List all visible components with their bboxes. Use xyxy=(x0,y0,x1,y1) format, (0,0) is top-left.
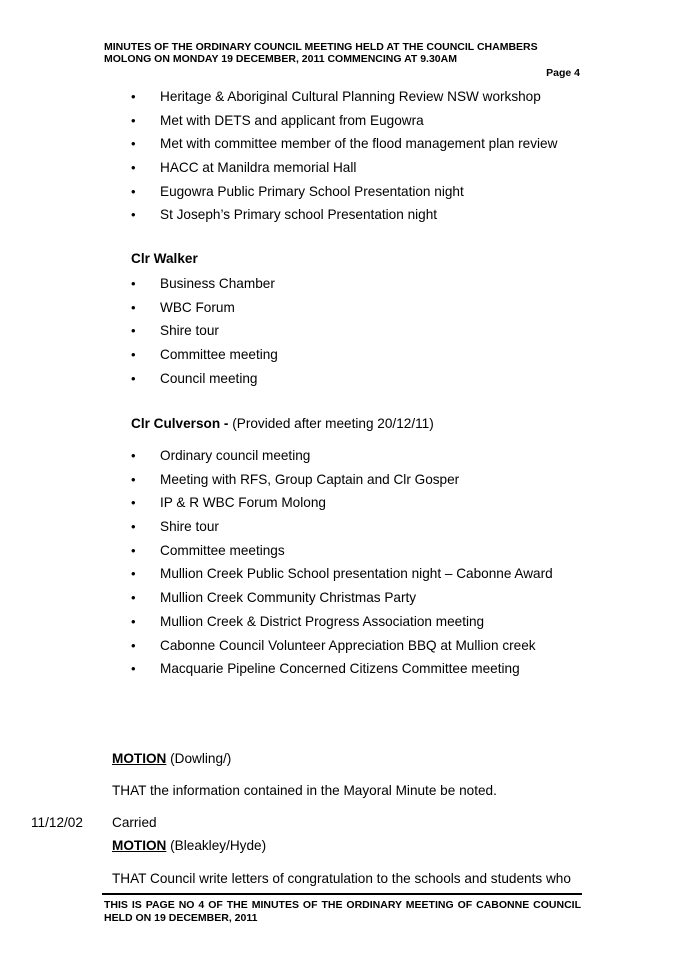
list-item-text: Mullion Creek Community Christmas Party xyxy=(160,590,417,606)
page-header xyxy=(104,41,582,65)
bullet-icon: • xyxy=(131,347,136,363)
header-title-line-2: MOLONG ON MONDAY 19 DECEMBER, 2011 COMMENCING AT 9.30AM xyxy=(104,53,457,65)
list-item-text: Meeting with RFS, Group Captain and Clr Gosper xyxy=(160,471,460,487)
list-item-text: Mullion Creek & District Progress Association meeting xyxy=(160,613,485,629)
header-title-line-1: MINUTES OF THE ORDINARY COUNCIL MEETING HELD AT THE COUNCIL CHAMBERS xyxy=(104,41,538,53)
bullet-icon: • xyxy=(131,637,136,653)
list-item-text: IP & R WBC Forum Molong xyxy=(160,495,326,511)
motion-2-movers: (Bleakley/Hyde) xyxy=(166,838,267,853)
list-item-text: Eugowra Public Primary School Presentation night xyxy=(160,183,464,199)
list-item-text: Heritage & Aboriginal Cultural Planning Review NSW workshop xyxy=(160,89,541,104)
motion-1-movers: (Dowling/) xyxy=(166,751,232,766)
motion-1-text: THAT the information contained in the Mayoral Minute be noted. xyxy=(112,783,497,798)
bullet-icon: • xyxy=(131,136,136,152)
list-item-text: Met with DETS and applicant from Eugowra xyxy=(160,112,424,128)
list-item-text: Shire tour xyxy=(160,519,219,535)
resolution-number: 11/12/02 xyxy=(31,815,83,830)
motion-1-heading xyxy=(112,751,231,766)
list-item-text: Met with committee member of the flood management plan review xyxy=(160,136,558,152)
motion-2-heading xyxy=(112,838,266,853)
clr-culverson-name: Clr Culverson - xyxy=(131,416,229,431)
bullet-icon: • xyxy=(131,448,136,463)
list-item-text: Council meeting xyxy=(160,370,258,386)
clr-culverson-note: (Provided after meeting 20/12/11) xyxy=(228,416,434,431)
bullet-icon: • xyxy=(131,370,136,386)
list-item-text: WBC Forum xyxy=(160,299,235,315)
list-item-text: St Joseph’s Primary school Presentation night xyxy=(160,207,438,223)
bullet-icon: • xyxy=(131,183,136,199)
bullet-icon: • xyxy=(131,590,136,606)
list-item-text: Committee meetings xyxy=(160,542,285,558)
list-item-text: Macquarie Pipeline Concerned Citizens Committee meeting xyxy=(160,661,520,677)
clr-culverson-heading xyxy=(131,416,434,431)
bullet-icon: • xyxy=(131,299,136,315)
list-item-text: Ordinary council meeting xyxy=(160,448,311,463)
list-item-text: Committee meeting xyxy=(160,347,278,363)
footer-divider xyxy=(102,893,582,895)
list-item-text: Cabonne Council Volunteer Appreciation BBQ at Mullion creek xyxy=(160,637,536,653)
list-item-text: Business Chamber xyxy=(160,276,275,291)
bullet-icon: • xyxy=(131,160,136,176)
bullet-icon: • xyxy=(131,207,136,223)
bullet-icon: • xyxy=(131,495,136,511)
bullet-icon: • xyxy=(131,112,136,128)
clr-walker-heading xyxy=(131,251,198,266)
bullet-icon: • xyxy=(131,471,136,487)
bullet-icon: • xyxy=(131,542,136,558)
clr-walker-name: Clr Walker xyxy=(131,251,198,266)
page-number: Page 4 xyxy=(546,67,580,79)
list-item-text: HACC at Manildra memorial Hall xyxy=(160,160,357,176)
bullet-icon: • xyxy=(131,276,136,291)
motion-2-text: THAT Council write letters of congratulation to the schools and students who xyxy=(112,871,571,886)
list-item-text: Mullion Creek Public School presentation night – Cabonne Award xyxy=(160,566,553,582)
bullet-icon: • xyxy=(131,519,136,535)
bullet-icon: • xyxy=(131,89,136,104)
resolution-result: Carried xyxy=(112,815,157,830)
bullet-icon: • xyxy=(131,613,136,629)
list-item-text: Shire tour xyxy=(160,323,219,339)
bullet-icon: • xyxy=(131,323,136,339)
motion-1-label: MOTION xyxy=(112,751,167,766)
motion-2-label: MOTION xyxy=(112,838,167,853)
page-footer: THIS IS PAGE NO 4 OF THE MINUTES OF THE ORDINARY MEETING OF CABONNE COUNCIL HELD ON 19 DECEMBER, 2011 xyxy=(104,899,581,924)
bullet-icon: • xyxy=(131,661,136,677)
bullet-icon: • xyxy=(131,566,136,582)
